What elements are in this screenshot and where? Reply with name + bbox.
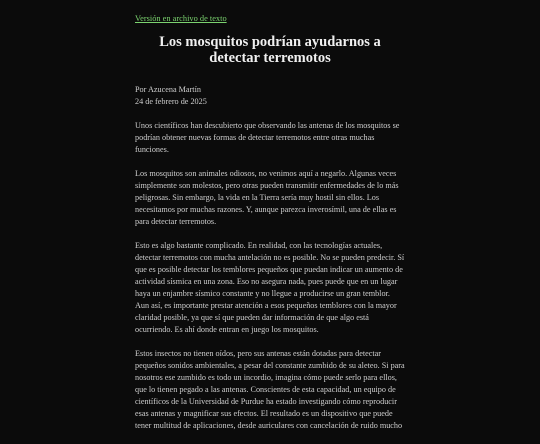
article-paragraph: Esto es algo bastante complicado. En realidad, con las tecnologías actuales, detectar terremotos con mucha antelación no es posible. No se pueden predecir. Sí que es posible detectar los temblores pequeños que puedan indicar un aumento de actividad sísmica en una zona. Eso no asegura nada, pues puede que en un lugar haya un enjambre sísmico constante y no llegue a producirse un gran temblor. Aun así, es importante prestar atención a esos pequeños temblores con la mayor claridad posible, ya que sí que pueden dar información de que algo está ocurriendo. Es ahí donde entran en juego los mosquitos. [135,241,405,334]
article-paragraph: Unos científicos han descubierto que observando las antenas de los mosquitos se podrían obtener nuevas formas de detectar terremotos entre otras muchas funciones. [135,121,400,154]
article-paragraph: Estos insectos no tienen oídos, pero sus antenas están dotadas para detectar pequeños sonidos ambientales, a pesar del constante zumbido de su aleteo. Si para nosotros ese zumbido es todo un incordio, imagina cómo puede serlo para ellos, que lo tienen pegado a las antenas. Conscientes de esta capacidad, un equipo de científicos de la Universidad de Purdue ha estado investigando cómo reproducir esas antenas y magnificar sus efectos. El resultado es un dispositivo que puede tener multitud de aplicaciones, desde auriculares con cancelación de ruido mucho [135,349,405,430]
text-version-link[interactable]: Versión en archivo de texto [135,14,227,23]
article-meta [135,84,405,108]
author-line: Por Azucena Martín [135,85,201,94]
article-title: Los mosquitos podrían ayudarnos a detectar terremotos [159,34,381,66]
date-line: 24 de febrero de 2025 [135,97,207,106]
article-container [135,8,405,444]
article-paragraph: Los mosquitos son animales odiosos, no venimos aquí a negarlo. Algunas veces simplemente son molestos, pero otras pueden transmitir enfermedades de lo más peligrosas. Sin embargo, la vida en la Tierra sería muy hostil sin ellos. Los necesitamos por muchas razones. Y, aunque parezca inverosímil, una de ellas es para detectar terremotos. [135,169,399,226]
